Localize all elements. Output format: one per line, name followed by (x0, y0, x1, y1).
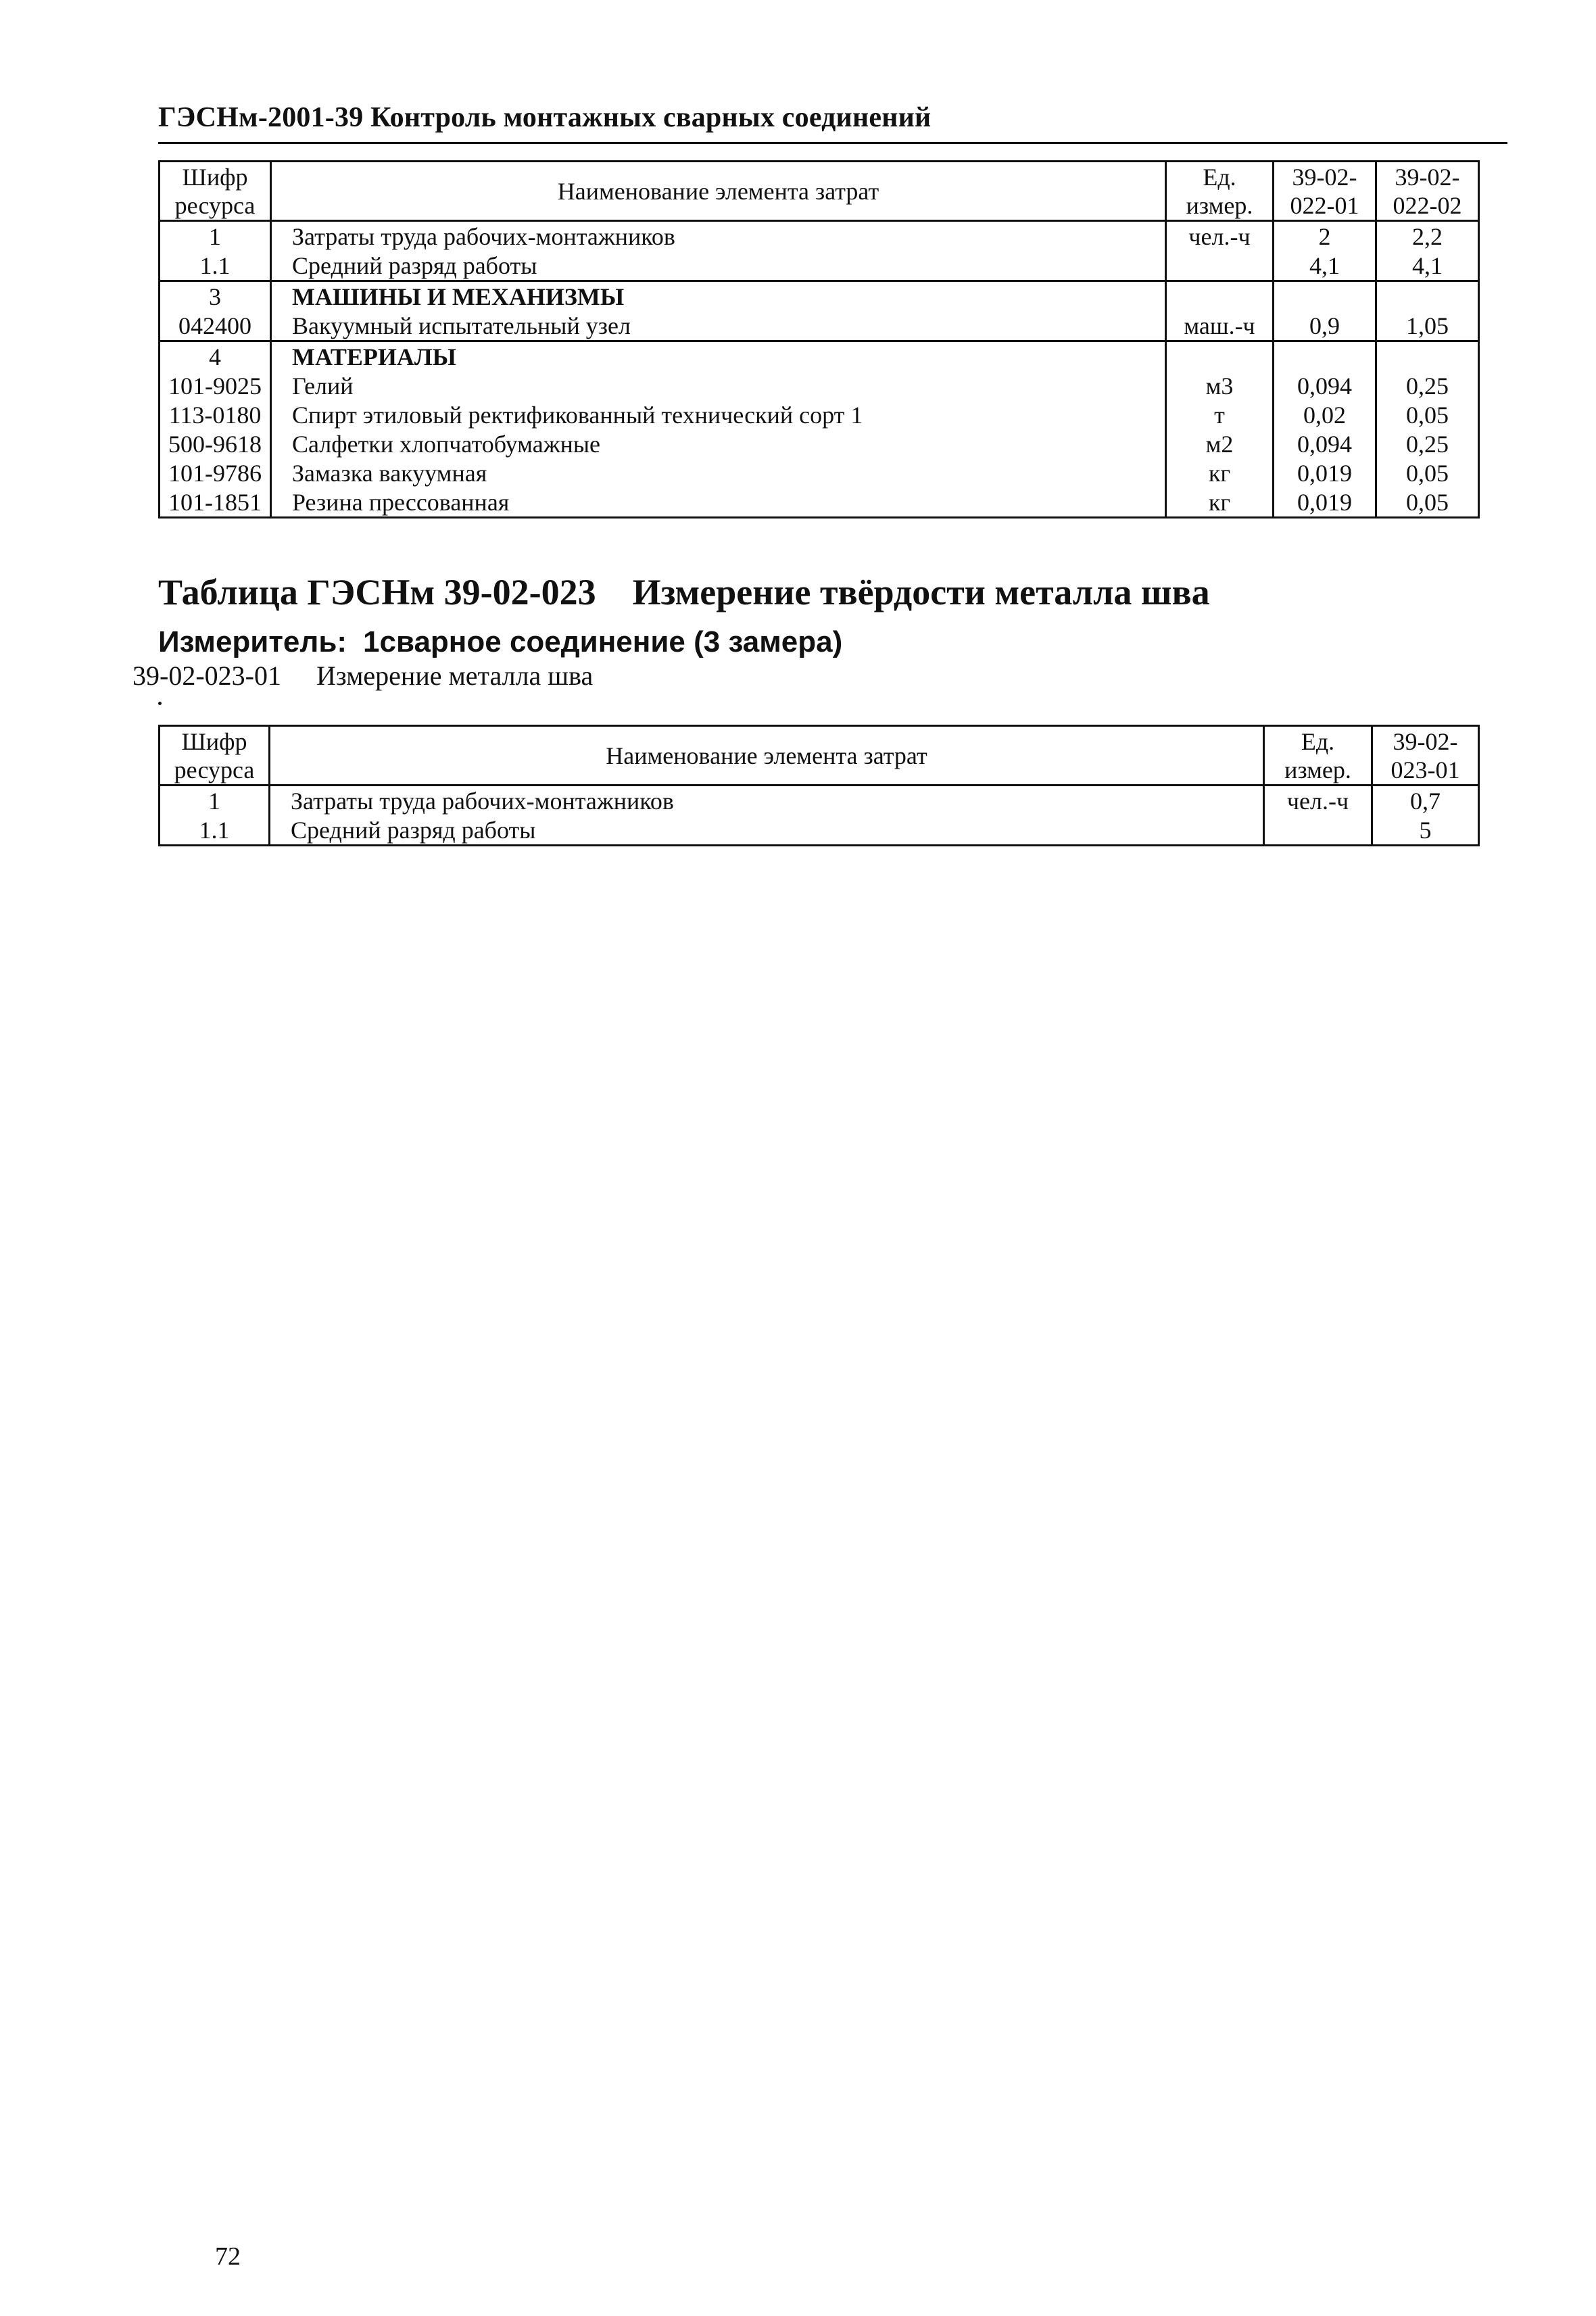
cell-value: 0,05 (1376, 400, 1479, 429)
cell-unit: кг (1166, 458, 1274, 487)
meter-label: Измеритель: (158, 625, 347, 658)
header-unit: Ед. измер. (1264, 726, 1372, 786)
cell-value: 1,05 (1376, 311, 1479, 341)
cell-value: 0,05 (1376, 458, 1479, 487)
variant-name: Измерение металла шва (316, 660, 594, 691)
table-header-row (160, 162, 1479, 221)
resource-table-39-02-023 (158, 725, 1480, 846)
header-col-023-01: 39-02- 023-01 (1372, 726, 1479, 786)
header-name: Наименование элемента затрат (270, 726, 1264, 786)
cell-value: 0,019 (1274, 458, 1376, 487)
cell-name: Гелий (292, 372, 354, 400)
table-row (160, 311, 1479, 341)
table-row-group-materials (160, 341, 1479, 372)
header-unit: Ед. измер. (1166, 162, 1274, 221)
cell-group-title: МАШИНЫ И МЕХАНИЗМЫ (271, 281, 1166, 312)
cell-code: 113-0180 (160, 400, 271, 429)
cell-code: 1 (160, 786, 270, 816)
cell-unit: т (1166, 400, 1274, 429)
cell-value: 0,25 (1376, 371, 1479, 400)
table-row (160, 251, 1479, 281)
meter-line (158, 625, 842, 659)
cell-code: 500-9618 (160, 429, 271, 458)
cell-name: Замазка вакуумная (292, 459, 487, 487)
section-title: Таблица ГЭСНм 39-02-023 Измерение твёрдости металла шва (158, 572, 1210, 612)
cell-value (1376, 341, 1479, 372)
cell-value (1376, 281, 1479, 312)
table-row (160, 400, 1479, 429)
cell-name: Салфетки хлопчатобумажные (292, 430, 600, 458)
table-row (160, 458, 1479, 487)
header-col-022-01: 39-02- 022-01 (1274, 162, 1376, 221)
page-header: ГЭСНм-2001-39 Контроль монтажных сварных соединений (158, 102, 932, 133)
cell-value: 0,05 (1376, 487, 1479, 518)
cell-unit (1166, 281, 1274, 312)
header-name: Наименование элемента затрат (271, 162, 1166, 221)
cell-code: 1.1 (160, 251, 271, 281)
cell-code: 101-9786 (160, 458, 271, 487)
cell-code: 4 (160, 341, 271, 372)
cell-code: 101-9025 (160, 371, 271, 400)
cell-name: Средний разряд работы (270, 815, 1264, 846)
table-header-row (160, 726, 1479, 786)
cell-unit: маш.-ч (1166, 311, 1274, 341)
cell-unit: кг (1166, 487, 1274, 518)
cell-name: Спирт этиловый ректификованный технический сорт 1 (292, 401, 863, 429)
cell-value: 5 (1372, 815, 1479, 846)
cell-value: 4,1 (1376, 251, 1479, 281)
cell-code: 1.1 (160, 815, 270, 846)
cell-unit (1166, 251, 1274, 281)
table-row (160, 815, 1479, 846)
header-col-022-02: 39-02- 022-02 (1376, 162, 1479, 221)
cell-value: 2,2 (1376, 221, 1479, 251)
cell-name: Средний разряд работы (292, 251, 537, 279)
cell-value: 0,094 (1274, 429, 1376, 458)
cell-value: 0,019 (1274, 487, 1376, 518)
cell-group-title: МАТЕРИАЛЫ (271, 341, 1166, 372)
header-code: Шифр ресурса (160, 162, 271, 221)
cell-unit (1264, 815, 1372, 846)
cell-value: 0,7 (1372, 786, 1479, 816)
header-code: Шифр ресурса (160, 726, 270, 786)
cell-value: 0,9 (1274, 311, 1376, 341)
table-row (160, 221, 1479, 251)
cell-name: Затраты труда рабочих-монтажников (291, 787, 674, 815)
cell-name: Резина прессованная (271, 487, 1166, 518)
cell-value: 0,02 (1274, 400, 1376, 429)
cell-value (1274, 341, 1376, 372)
cell-unit: м3 (1166, 371, 1274, 400)
page-number: 72 (215, 2242, 241, 2271)
cell-code: 1 (160, 221, 271, 251)
cell-value: 0,25 (1376, 429, 1479, 458)
cell-value (1274, 281, 1376, 312)
table-row (160, 371, 1479, 400)
stray-dot (158, 702, 162, 705)
cell-code: 101-1851 (160, 487, 271, 518)
cell-unit: м2 (1166, 429, 1274, 458)
cell-value: 4,1 (1274, 251, 1376, 281)
header-rule (158, 142, 1507, 144)
cell-name: Вакуумный испытательный узел (292, 312, 631, 339)
table-row (160, 786, 1479, 816)
cell-unit (1166, 341, 1274, 372)
cell-name: Затраты труда рабочих-монтажников (292, 222, 675, 250)
cell-unit: чел.-ч (1166, 221, 1274, 251)
variant-line (132, 660, 593, 692)
meter-value: 1сварное соединение (3 замера) (363, 625, 843, 658)
cell-code: 042400 (160, 311, 271, 341)
table-row (160, 487, 1479, 518)
cell-value: 0,094 (1274, 371, 1376, 400)
cell-code: 3 (160, 281, 271, 312)
cell-unit: чел.-ч (1264, 786, 1372, 816)
resource-table-39-02-022 (158, 160, 1480, 518)
cell-value: 2 (1274, 221, 1376, 251)
table-row-group-machines (160, 281, 1479, 312)
variant-code: 39-02-023-01 (132, 660, 281, 691)
table-row (160, 429, 1479, 458)
